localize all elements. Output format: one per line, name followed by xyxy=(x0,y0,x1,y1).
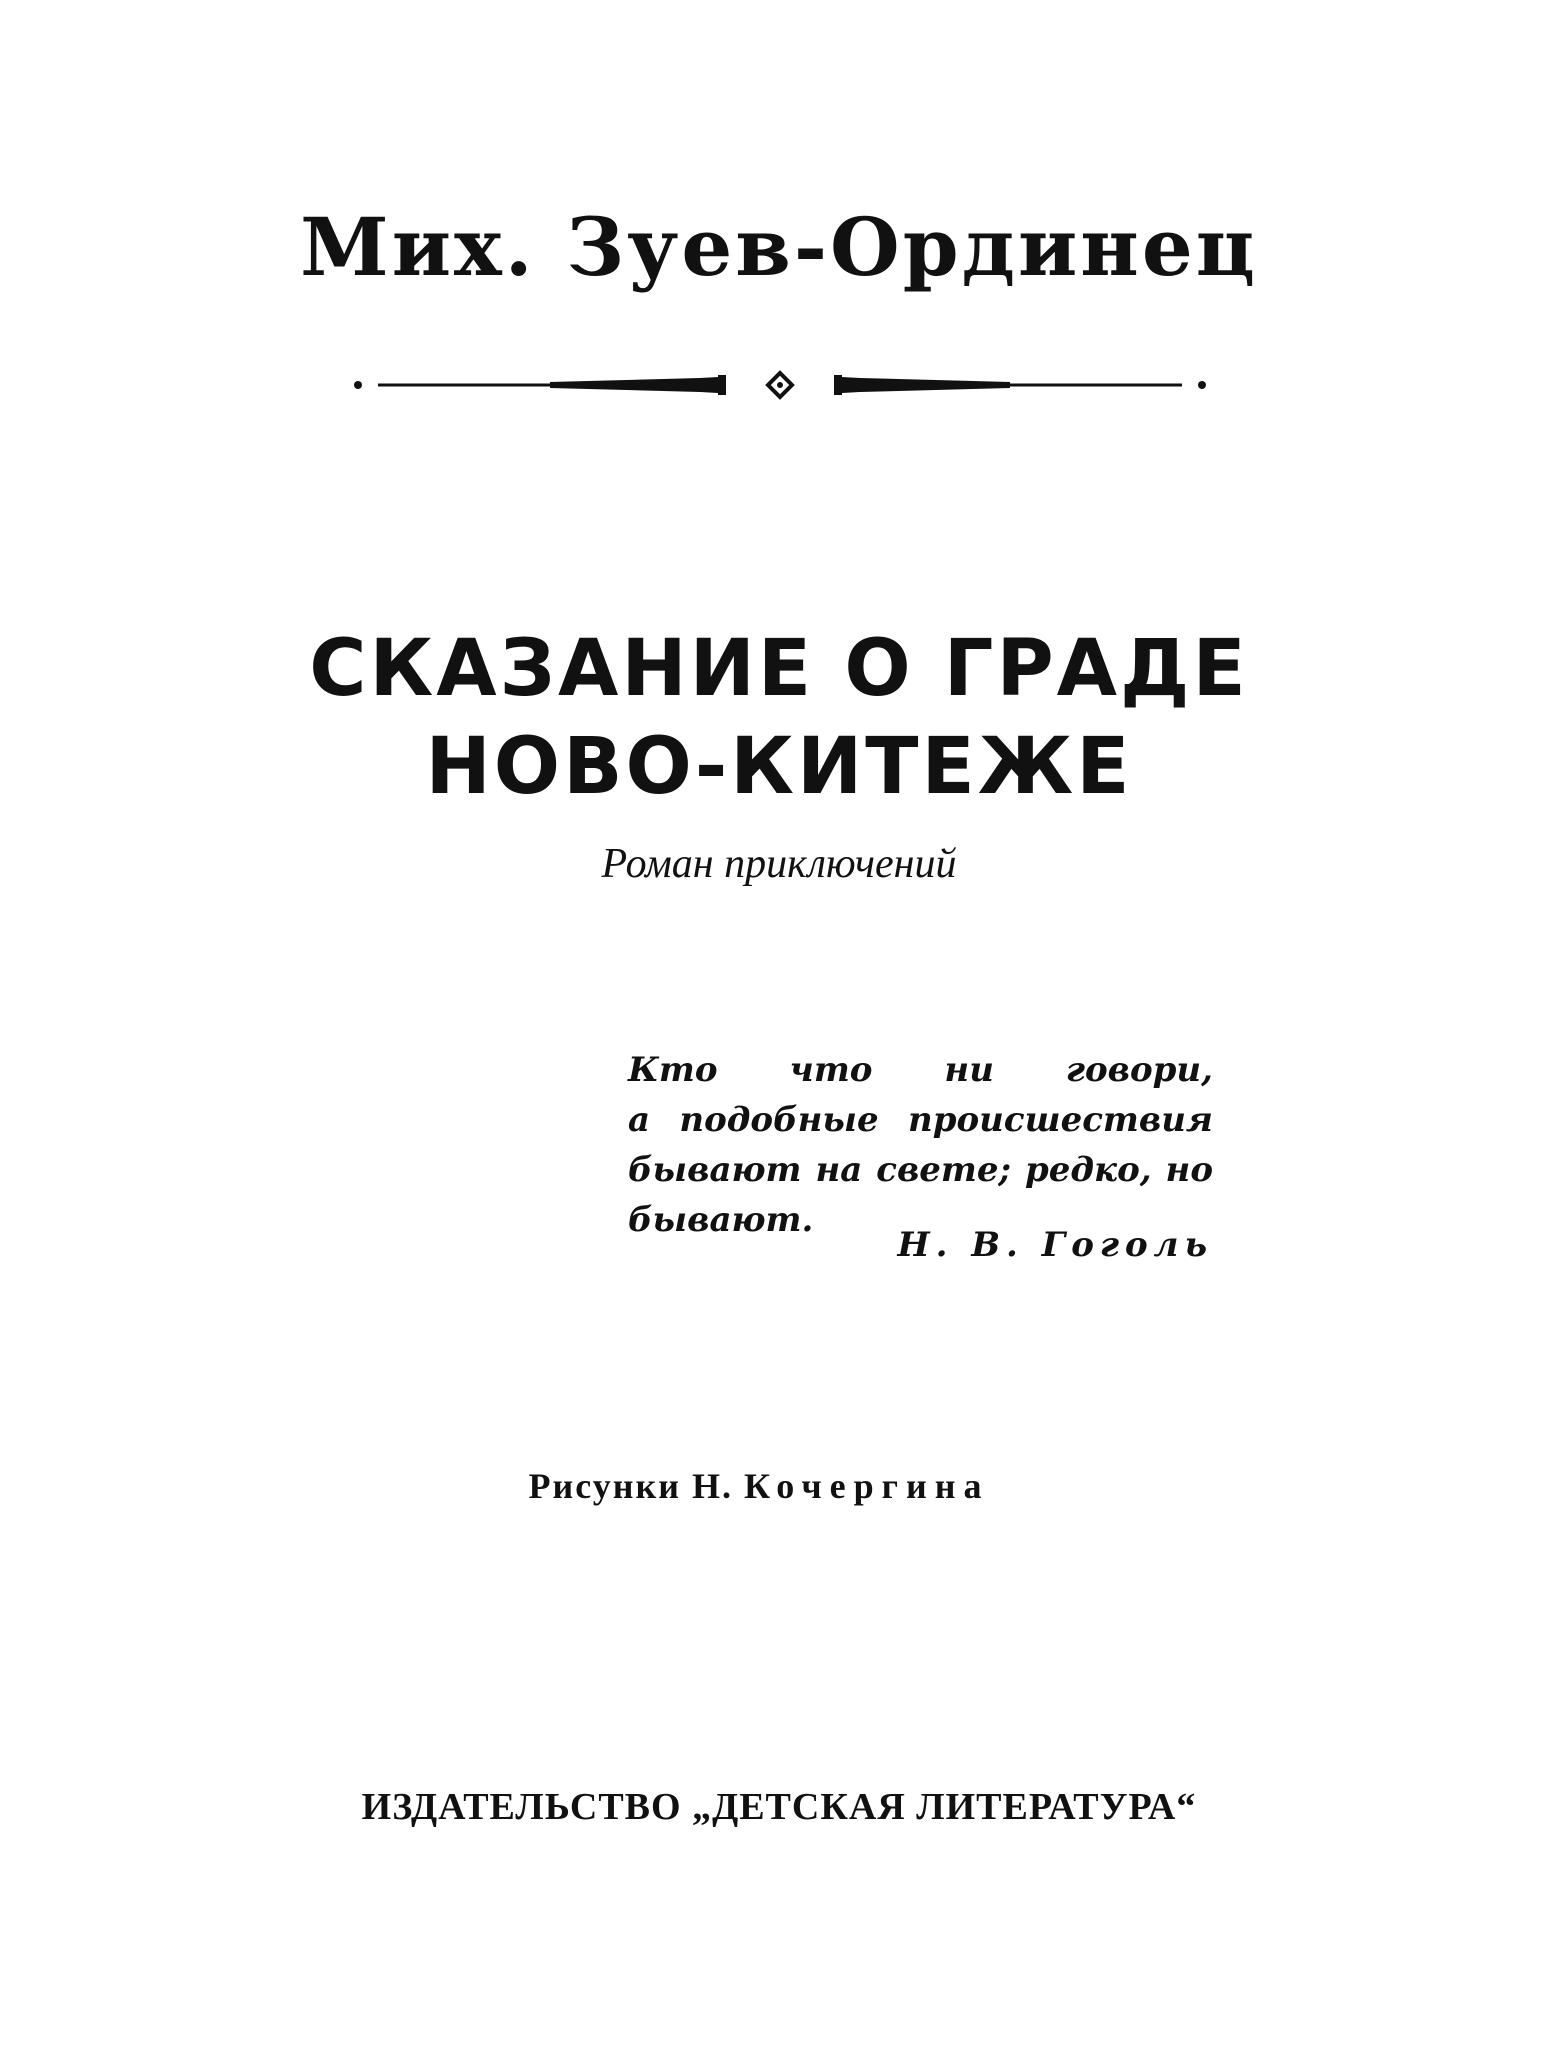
book-title xyxy=(0,620,1558,816)
epigraph-attribution: Н. В. Гоголь xyxy=(897,1225,1213,1265)
epigraph-text: а подобные происшествия бывают на свете; редко, но бывают. xyxy=(628,1100,1213,1240)
epigraph-first-line: Кто что ни говори, xyxy=(628,1050,1213,1090)
illustrator-name: Кочергина xyxy=(743,1466,990,1506)
title-line-1: СКАЗАНИЕ О ГРАДЕ xyxy=(309,624,1249,714)
diamond-ornament-icon xyxy=(768,373,792,397)
illustrator-credit xyxy=(0,1465,1558,1507)
epigraph xyxy=(628,1045,1213,1245)
author-name: Мих. Зуев-Ординец xyxy=(300,200,1258,294)
ornamental-divider xyxy=(350,365,1210,435)
subtitle: Роман приключений xyxy=(601,841,957,887)
title-line-2: НОВО-КИТЕЖЕ xyxy=(425,722,1133,812)
illustrator-prefix: Рисунки Н. xyxy=(528,1466,733,1506)
publisher: ИЗДАТЕЛЬСТВО „ДЕТСКАЯ ЛИТЕРАТУРА“ xyxy=(361,1786,1197,1828)
